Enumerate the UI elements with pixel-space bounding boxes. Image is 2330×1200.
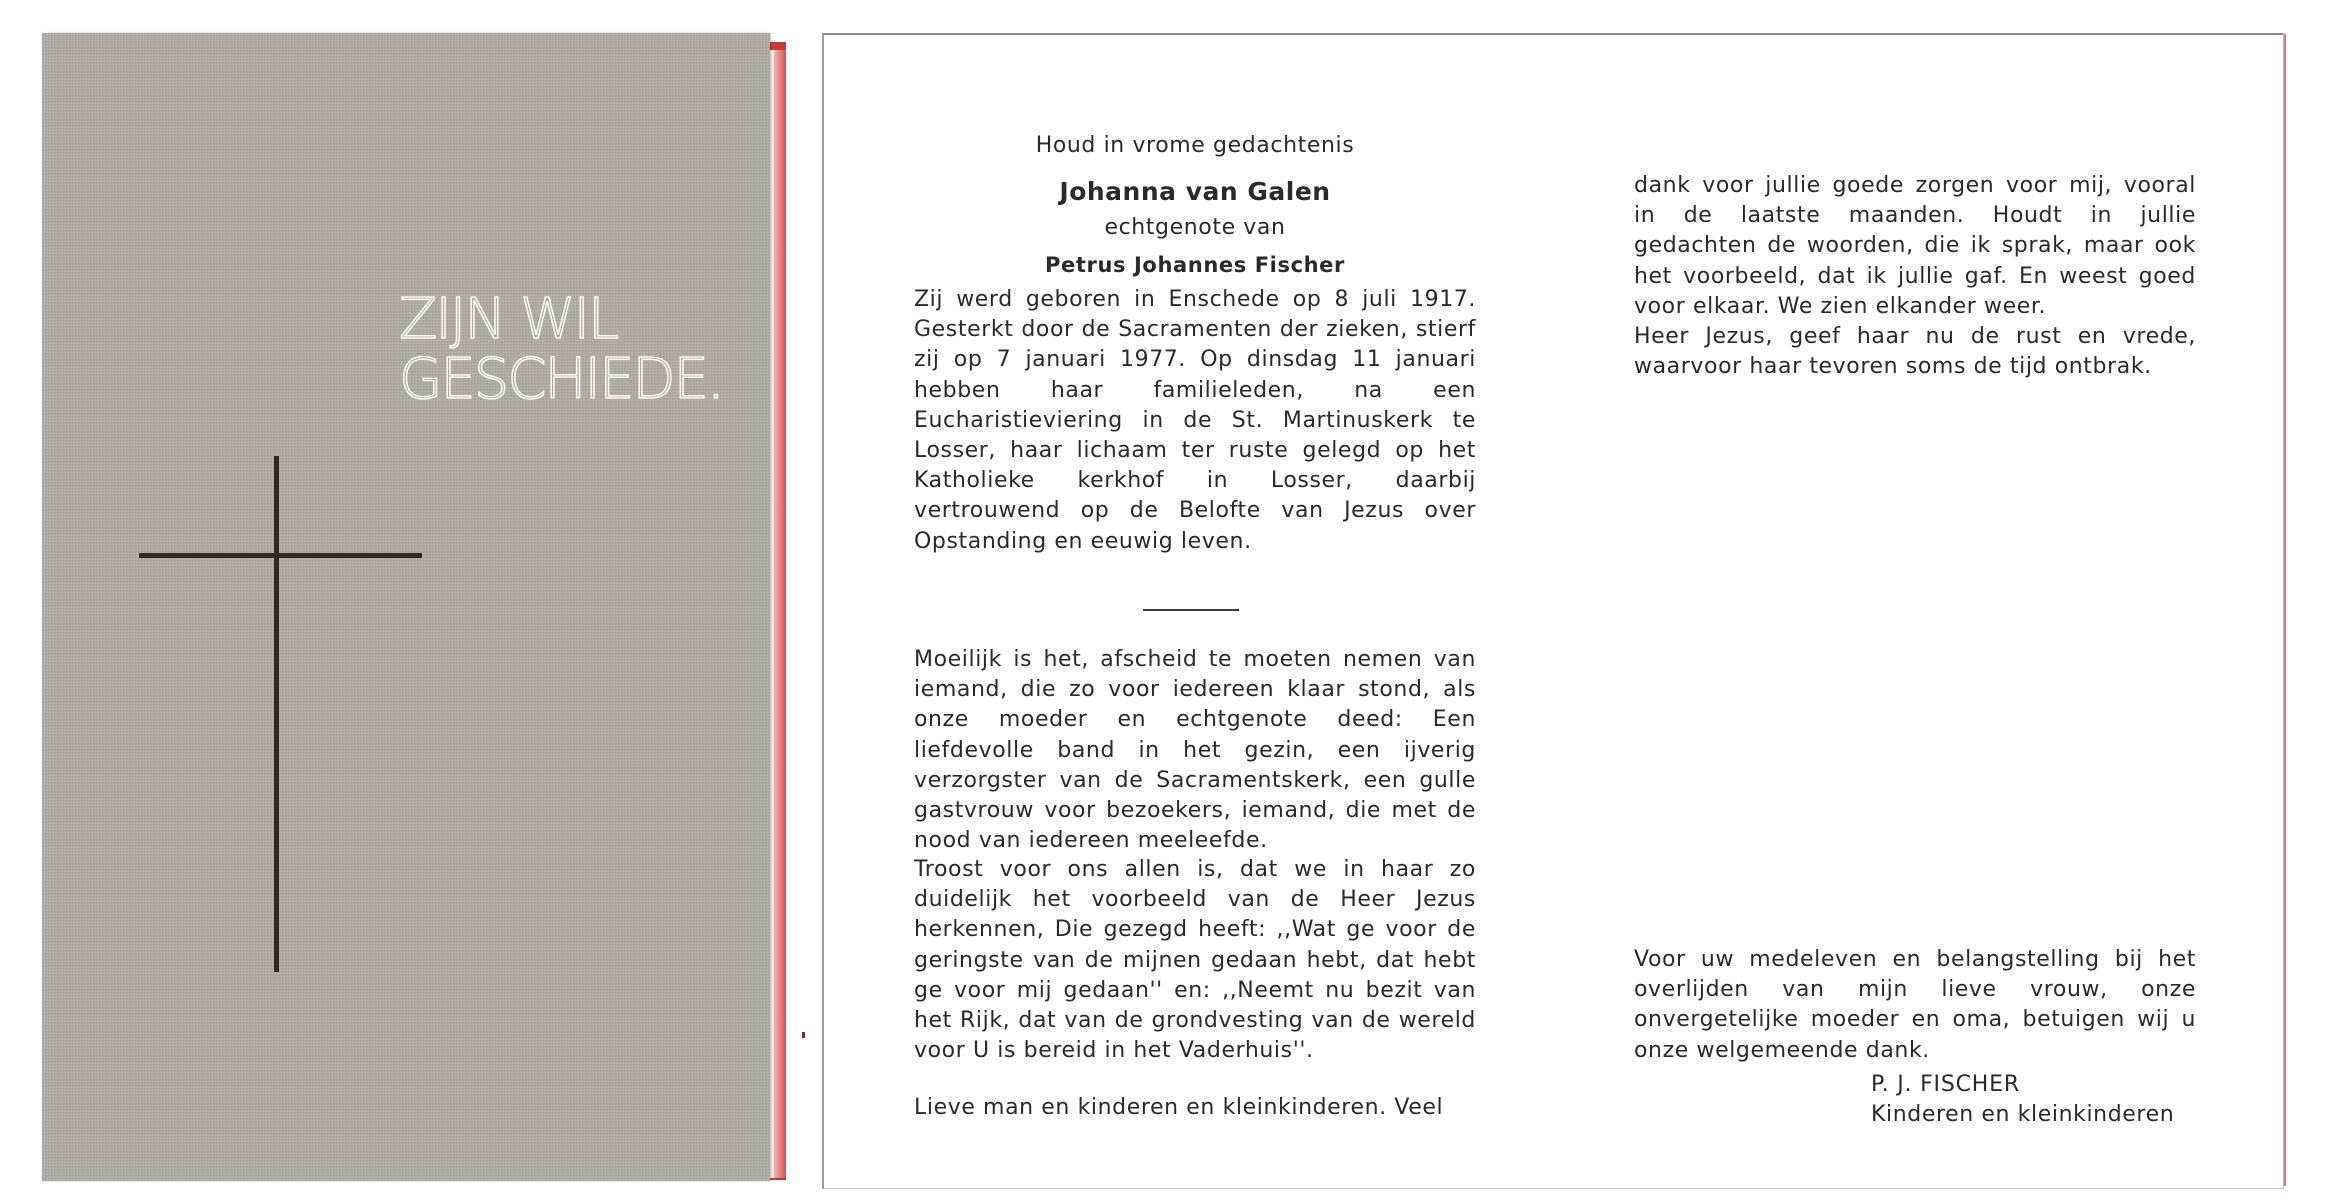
cover-card — [42, 33, 770, 1181]
signature-family: Kinderen en kleinkinderen — [1871, 1102, 2175, 1127]
section-divider — [1143, 609, 1239, 611]
prayer-paragraph: Heer Jezus, geef haar nu de rust en vrede, waarvoor haar tevoren soms de tijd ontbrak. — [1634, 324, 2196, 380]
cover-motto-line1: ZIJN WIL — [399, 287, 618, 352]
farewell-paragraph-start: Lieve man en kinderen en kleinkinderen. Veel — [914, 1095, 1444, 1120]
header-dedication: Houd in vrome gedachtenis — [1035, 133, 1355, 158]
spouse-name: Petrus Johannes Fischer — [1045, 253, 1345, 277]
farewell-paragraph-continued: dank voor jullie goede zorgen voor mij, vooral in de laatste maanden. Houdt in jullie gedachten de woorden, die ik sprak, maar ook het voorbeeld, dat ik jullie gaf. En weest goed voor elkaar. We zien elkander weer. — [1634, 173, 2196, 319]
header-relation: echtgenote van — [1104, 215, 1286, 240]
thanks-paragraph: Voor uw medeleven en belangstelling bij het overlijden van mijn lieve vrouw, onze onvergetelijke moeder en oma, betuigen wij u onze welgemeende dank. — [1634, 947, 2196, 1063]
memorial-card-inner — [822, 33, 2284, 1189]
deceased-name: Johanna van Galen — [1059, 177, 1331, 206]
signature-name: P. J. FISCHER — [1871, 1072, 2020, 1097]
cross-vertical-bar — [274, 456, 279, 972]
consolation-paragraph: Troost voor ons allen is, dat we in haar zo duidelijk het voorbeeld van de Heer Jezus herkennen, Die gezegd heeft: ,,Wat ge voor de geringste van de mijnen gedaan hebt, dat hebt ge voor mij gedaan'' en: ,,Neemt nu bezit van het Rijk, dat van de grondvesting van de wereld voor U is bereid in het Vaderhuis''. — [914, 857, 1476, 1064]
cover-motto-line2: GESCHIEDE. — [399, 347, 723, 412]
stray-ink-mark — [802, 1032, 805, 1038]
biography-paragraph: Zij werd geboren in Enschede op 8 juli 1917. Gesterkt door de Sacramenten der zieken, stierf zij op 7 januari 1977. Op dinsdag 11 januari hebben haar familieleden, na een Eucharistieviering in de St. Martinuskerk te Losser, haar lichaam ter ruste gelegd op het Katholieke kerkhof in Losser, daarbij vertrouwend op de Belofte van Jezus over Opstanding en eeuwig leven. — [914, 287, 1476, 554]
tribute-paragraph: Moeilijk is het, afscheid te moeten nemen van iemand, die zo voor iedereen klaar stond, als onze moeder en echtgenote deed: Een liefdevolle band in het gezin, een ijverig verzorgster van de Sacramentskerk, een gulle gastvrouw voor bezoekers, iemand, die met de nood van iedereen meeleefde. — [914, 647, 1476, 854]
cross-horizontal-bar — [139, 553, 422, 558]
cover-motto — [399, 287, 723, 412]
